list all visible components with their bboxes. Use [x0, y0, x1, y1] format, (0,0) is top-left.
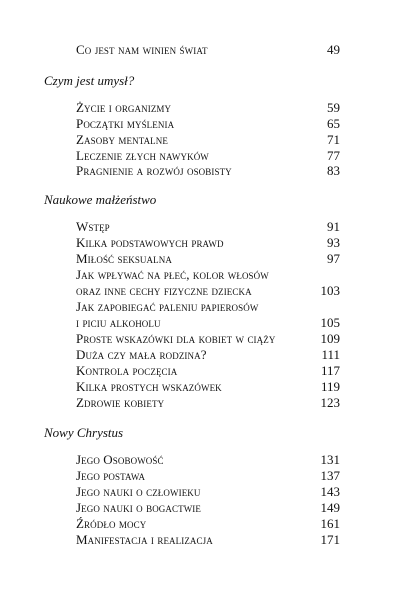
toc-entry [76, 363, 340, 379]
toc-entry-page: 59 [327, 100, 340, 115]
toc-entry-page: 65 [327, 116, 340, 131]
toc-entry-title: Miłość seksualna [76, 251, 172, 266]
section-heading: Nowy Chrystus [44, 425, 124, 440]
toc-entry-title: Źródło mocy [76, 516, 147, 531]
toc-entry [76, 163, 340, 179]
toc-entry [76, 100, 340, 116]
toc-entry-page: 111 [321, 347, 340, 362]
toc-entry-page: 83 [327, 163, 340, 178]
toc-entry-page: 137 [320, 468, 340, 483]
toc-entry-title: Jego nauki o człowieku [76, 484, 201, 499]
toc-entry-page: 77 [327, 148, 340, 163]
section-heading: Naukowe małżeństwo [44, 192, 157, 207]
toc-entry-title: Wstęp [76, 219, 110, 234]
toc-entry-page: 131 [320, 452, 340, 467]
section-heading: Czym jest umysł? [44, 73, 135, 88]
toc-entry-page: 103 [320, 283, 340, 298]
toc-entry-title: Duża czy mała rodzina? [76, 347, 207, 362]
toc-entry-title: Kilka podstawowych prawd [76, 235, 224, 250]
toc-entry [76, 219, 340, 235]
toc-entry-page: 117 [320, 363, 340, 378]
toc-entry-title: Jak zapobiegać paleniu papierosów [76, 299, 259, 314]
toc-entry-title: Leczenie złych nawyków [76, 148, 209, 163]
toc-entry [76, 379, 340, 395]
toc-entry [76, 347, 340, 363]
toc-entry-title: Zasoby mentalne [76, 132, 168, 147]
toc-entry [76, 132, 340, 148]
toc-entry-title: Jego postawa [76, 468, 146, 483]
toc-entry-page: 105 [320, 315, 340, 330]
toc-entry-title: Życie i organizmy [76, 100, 172, 115]
toc-entry-title: Kontrola poczęcia [76, 363, 178, 378]
toc-entry [76, 283, 340, 299]
toc-entry-title: Pragnienie a rozwój osobisty [76, 163, 232, 178]
toc-entry-title: Co jest nam winien świat [76, 42, 208, 57]
toc-entry [76, 42, 340, 58]
toc-entry [76, 532, 340, 548]
toc-entry-title: Jego Osobowość [76, 452, 164, 467]
toc-entry [76, 315, 340, 331]
toc-entry [76, 267, 340, 283]
toc-entry [76, 116, 340, 132]
toc-entry [76, 395, 340, 411]
toc-entry [76, 516, 340, 532]
toc-entry-page: 143 [320, 484, 340, 499]
toc-entry-page: 49 [327, 42, 340, 57]
toc-entry-title: Kilka prostych wskazówek [76, 379, 222, 394]
toc-entry-page: 161 [320, 516, 340, 531]
toc-entry-page: 171 [320, 532, 340, 547]
toc-entry-title: Proste wskazówki dla kobiet w ciąży [76, 331, 276, 346]
toc-entry [76, 500, 340, 516]
toc-entry [76, 299, 340, 315]
toc-entry-title: Jego nauki o bogactwie [76, 500, 201, 515]
toc-entry [76, 251, 340, 267]
toc-entry-page: 97 [327, 251, 340, 266]
toc-entry-page: 71 [327, 132, 340, 147]
toc-entry-title: Zdrowie kobiety [76, 395, 165, 410]
toc-entry [76, 235, 340, 251]
toc-entry-title: i piciu alkoholu [76, 315, 161, 330]
toc-entry [76, 452, 340, 468]
toc-entry-page: 93 [327, 235, 340, 250]
toc-entry-title: Manifestacja i realizacja [76, 532, 213, 547]
toc-entry-title: Jak wpływać na płeć, kolor włosów [76, 267, 269, 282]
toc-entry-page: 119 [320, 379, 340, 394]
toc-entry [76, 148, 340, 164]
toc-entry-page: 91 [327, 219, 340, 234]
toc-entry-title: Początki myślenia [76, 116, 175, 131]
toc-entry [76, 331, 340, 347]
toc-entry-title: oraz inne cechy fizyczne dziecka [76, 283, 252, 298]
toc-entry-page: 149 [320, 500, 340, 515]
toc-entry-page: 123 [320, 395, 340, 410]
toc-entry-page: 109 [320, 331, 340, 346]
toc-entry [76, 484, 340, 500]
toc-entry [76, 468, 340, 484]
